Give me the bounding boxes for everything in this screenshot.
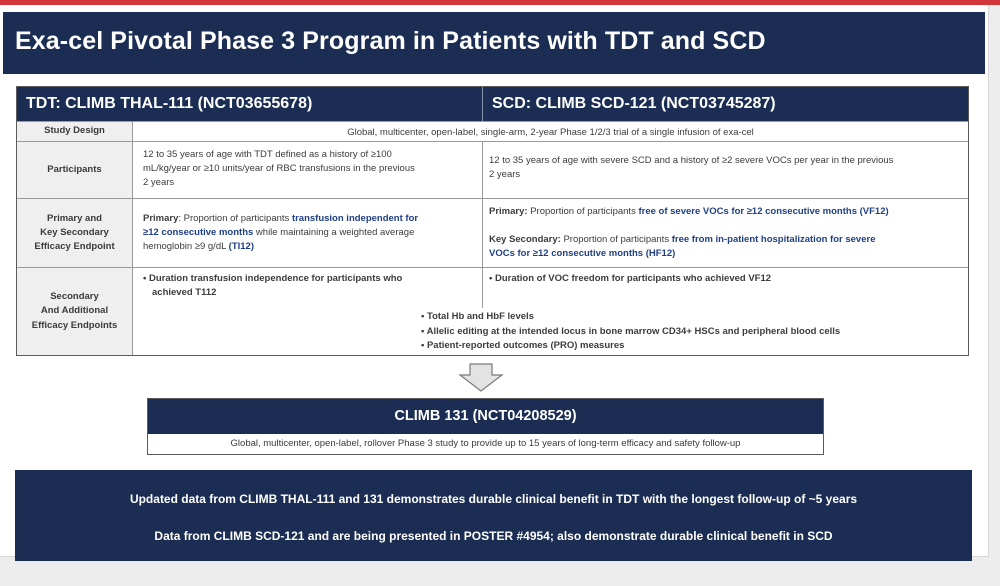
participants-tdt-line: 12 to 35 years of age with TDT defined as a history of ≥100 [143, 149, 392, 160]
climb131-box [147, 398, 824, 455]
primary-label: Primary: [489, 206, 528, 217]
secondary-tdt-line: achieved T112 [152, 286, 217, 298]
primary-text: hemoglobin ≥9 g/dL [143, 240, 229, 252]
secondary-scd: • Duration of VOC freedom for participants who achieved VF12 [489, 273, 772, 284]
row-label-primary [17, 199, 133, 267]
participants-tdt-line: mL/kg/year or ≥10 units/year of RBC transfusions in the previous [143, 162, 415, 174]
primary-label: Primary [143, 213, 179, 224]
primary-text: Proportion of participants [527, 206, 639, 217]
conclusion-line-tdt: Updated data from CLIMB THAL-111 and 131 demonstrates durable clinical benefit in TDT with the longest follow-up of ~5 years [129, 492, 858, 506]
primary-tdt [143, 212, 478, 253]
scd-column-header: SCD: CLIMB SCD-121 (NCT03745287) [492, 95, 776, 112]
row-label-line: Efficacy Endpoint [34, 241, 115, 253]
row-label-study-design: Study Design [17, 122, 133, 141]
column-divider [482, 142, 483, 198]
secondary-tdt [143, 272, 478, 300]
primary-highlight: transfusion independent for [291, 213, 419, 224]
climb131-header: CLIMB 131 (NCT04208529) [148, 399, 823, 434]
primary-scd [489, 205, 967, 260]
key-secondary-highlight: VOCs for ≥12 consecutive months (HF12) [489, 247, 676, 259]
row-secondary-endpoints [17, 267, 968, 355]
climb131-description: Global, multicenter, open-label, rollover Phase 3 study to provide up to 15 years of long-term efficacy and safety follow-up [230, 438, 741, 449]
participants-scd-line: 12 to 35 years of age with severe SCD and a history of ≥2 severe VOCs per year in the previous [489, 155, 894, 166]
header-divider [482, 87, 483, 121]
key-secondary-label: Key Secondary: [489, 233, 561, 245]
row-label-line: Key Secondary [40, 226, 109, 238]
conclusion-line-scd: Data from CLIMB SCD-121 and are being presented in POSTER #4954; also demonstrate durable clinical benefit in SCD [154, 529, 833, 543]
primary-highlight: free of severe VOCs for ≥12 consecutive months (VF12) [638, 206, 889, 217]
list-item: • Patient-reported outcomes (PRO) measures [421, 340, 625, 352]
title-bar [3, 12, 985, 74]
key-secondary-text: Proportion of participants [560, 233, 672, 245]
participants-tdt-line: 2 years [143, 176, 175, 188]
row-label-line: Efficacy Endpoints [31, 319, 118, 331]
secondary-shared-list [421, 310, 966, 354]
row-label-secondary [17, 268, 133, 355]
participants-scd-line: 2 years [489, 168, 521, 180]
table-header [17, 87, 968, 121]
primary-text: : Proportion of participants [178, 213, 292, 224]
primary-highlight: (TI12) [228, 240, 255, 252]
participants-scd [489, 154, 967, 182]
row-label-line: Primary and [47, 212, 102, 224]
row-participants [17, 141, 968, 198]
down-arrow-icon [458, 363, 504, 393]
row-label-participants: Participants [17, 142, 133, 198]
row-label-line: And Additional [40, 305, 109, 317]
row-label-line: Secondary [50, 291, 99, 303]
primary-text: while maintaining a weighted average [253, 226, 415, 238]
list-item: • Allelic editing at the intended locus in bone marrow CD34+ HSCs and peripheral blood cells [421, 325, 841, 337]
list-item: • Total Hb and HbF levels [421, 311, 534, 322]
secondary-tdt-line: • Duration transfusion independence for participants who [143, 273, 403, 284]
conclusion-box [15, 470, 972, 561]
column-divider [482, 199, 483, 267]
participants-tdt [143, 148, 478, 189]
page-title: Exa-cel Pivotal Phase 3 Program in Patients with TDT and SCD [15, 27, 766, 55]
study-design-value: Global, multicenter, open-label, single-arm, 2-year Phase 1/2/3 trial of a single infusion of exa-cel [347, 127, 754, 138]
slide [0, 5, 989, 557]
study-table [16, 86, 969, 356]
column-divider [482, 268, 483, 308]
primary-highlight: ≥12 consecutive months [143, 226, 254, 238]
row-primary-endpoint [17, 198, 968, 267]
tdt-column-header: TDT: CLIMB THAL-111 (NCT03655678) [26, 95, 313, 112]
key-secondary-highlight: free from in-patient hospitalization for severe [671, 233, 876, 245]
row-study-design [17, 121, 968, 141]
